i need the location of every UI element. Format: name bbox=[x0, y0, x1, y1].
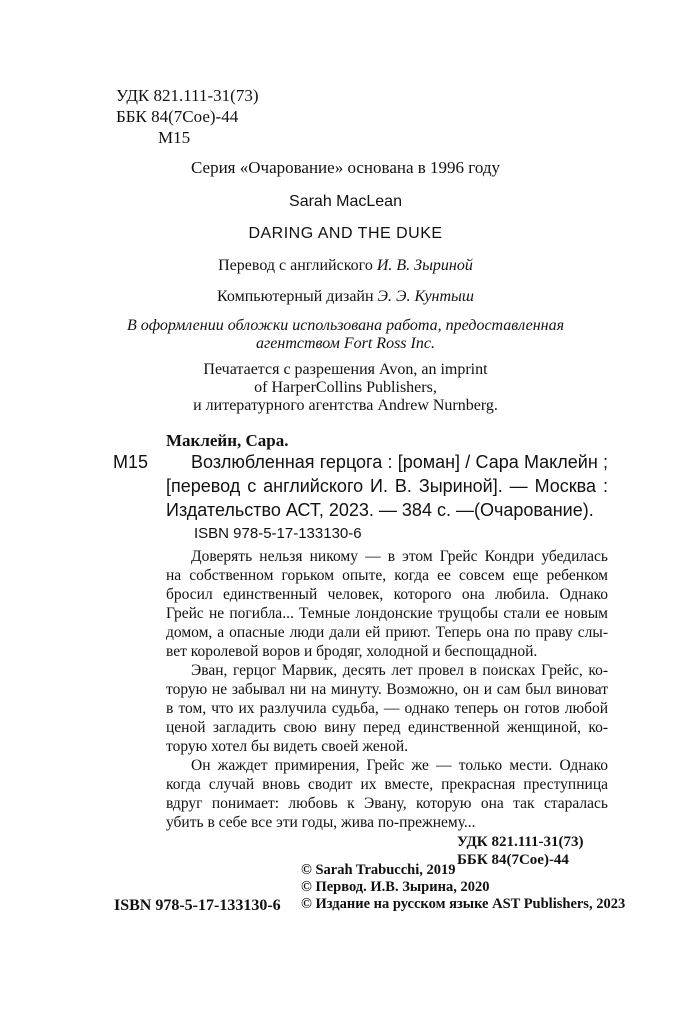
footer-isbn: ISBN 978-5-17-133130-6 bbox=[114, 897, 281, 914]
translator-name: И. В. Зыриной bbox=[376, 257, 473, 274]
abstract-line: в том, что их разлучила судьба, — однако теперь он готов любой bbox=[166, 700, 608, 717]
author-heading: Маклейн, Сара. bbox=[166, 431, 289, 450]
abstract-line: бросил единственный человек, которого она любила. Однако bbox=[166, 586, 608, 603]
abstract-line: когда случай вновь сводит их вместе, прекрасная преступница bbox=[166, 776, 608, 793]
series-note: Серия «Очарование» основана в 1996 году bbox=[190, 158, 500, 177]
designer-name: Э. Э. Кунтыш bbox=[377, 288, 474, 305]
bbk-code: ББК 84(7Сое)-44 bbox=[116, 107, 239, 126]
abstract-line: Он жаждет примирения, Грейс же — только мести. Однако bbox=[191, 757, 608, 774]
permission-line-1: Печатается с разрешения Avon, an imprint bbox=[203, 361, 488, 378]
abstract-bbk: ББК 84(7Сое)-44 bbox=[457, 852, 569, 868]
abstract-line: торую хотел бы видеть своей женой. bbox=[166, 738, 408, 755]
record-line-1: Возлюбленная герцога : [роман] / Сара Маклейн ; bbox=[191, 452, 608, 472]
author-original: Sarah MacLean bbox=[289, 193, 402, 210]
abstract-line: вдруг понимает: любовь к Эвану, которую она так старалась bbox=[166, 795, 608, 812]
design-credit bbox=[0, 287, 691, 307]
abstract-line: торую не забывал ни на минуту. Возможно, он и сам был виноват bbox=[166, 681, 608, 698]
record-line-2: [перевод с английского И. В. Зыриной]. — Москва : bbox=[166, 476, 608, 496]
abstract-line: убить в себе все эти годы, жива по-прежнему... bbox=[166, 814, 476, 831]
abstract-line: Доверять нельзя никому — в этом Грейс Кондри убедилась bbox=[191, 548, 608, 565]
permission-line-3: и литературного агентства Andrew Nurnberg. bbox=[193, 397, 498, 414]
title-original: DARING AND THE DUKE bbox=[248, 225, 443, 242]
translation-credit bbox=[0, 256, 691, 276]
record-isbn: ISBN 978-5-17-133130-6 bbox=[194, 525, 362, 542]
author-mark: М15 bbox=[158, 128, 191, 147]
abstract-udk: УДК 821.111-31(73) bbox=[457, 834, 584, 850]
copyright-line: © Издание на русском языке AST Publishers, 2023 bbox=[301, 896, 626, 912]
copyright-line: © Первод. И.В. Зырина, 2020 bbox=[301, 879, 490, 895]
abstract-line: ценой загладить свою вину перед единственной женщиной, ко- bbox=[166, 719, 608, 736]
abstract-line: вет королевой воров и бродяг, холодной и беспощадной. bbox=[166, 643, 538, 660]
cover-note-line-2: агентством Fort Ross Inc. bbox=[256, 335, 435, 352]
copyright-line: © Sarah Trabucchi, 2019 bbox=[301, 862, 456, 878]
permission-line-2: of HarperCollins Publishers, bbox=[254, 379, 437, 396]
record-line-3: Издательство АСТ, 2023. — 384 с. —(Очарование). bbox=[166, 500, 594, 520]
record-code: М15 bbox=[113, 452, 149, 472]
translation-label: Перевод с английского bbox=[218, 257, 377, 274]
abstract-line: Грейс не погибла... Темные лондонские трущобы стали ее новым bbox=[166, 605, 608, 622]
abstract-line: на собственном горьком опыте, когда ее совсем еще ребенком bbox=[166, 567, 608, 584]
abstract-line: Эван, герцог Марвик, десять лет провел в поисках Грейс, ко- bbox=[191, 662, 608, 679]
abstract-line: домом, а опасные люди дали ей приют. Теперь она по праву слы- bbox=[166, 624, 608, 641]
udk-code: УДК 821.111-31(73) bbox=[116, 86, 259, 105]
design-label: Компьютерный дизайн bbox=[217, 288, 378, 305]
cover-note-line-1: В оформлении обложки использована работа, предоставленная bbox=[126, 317, 565, 334]
